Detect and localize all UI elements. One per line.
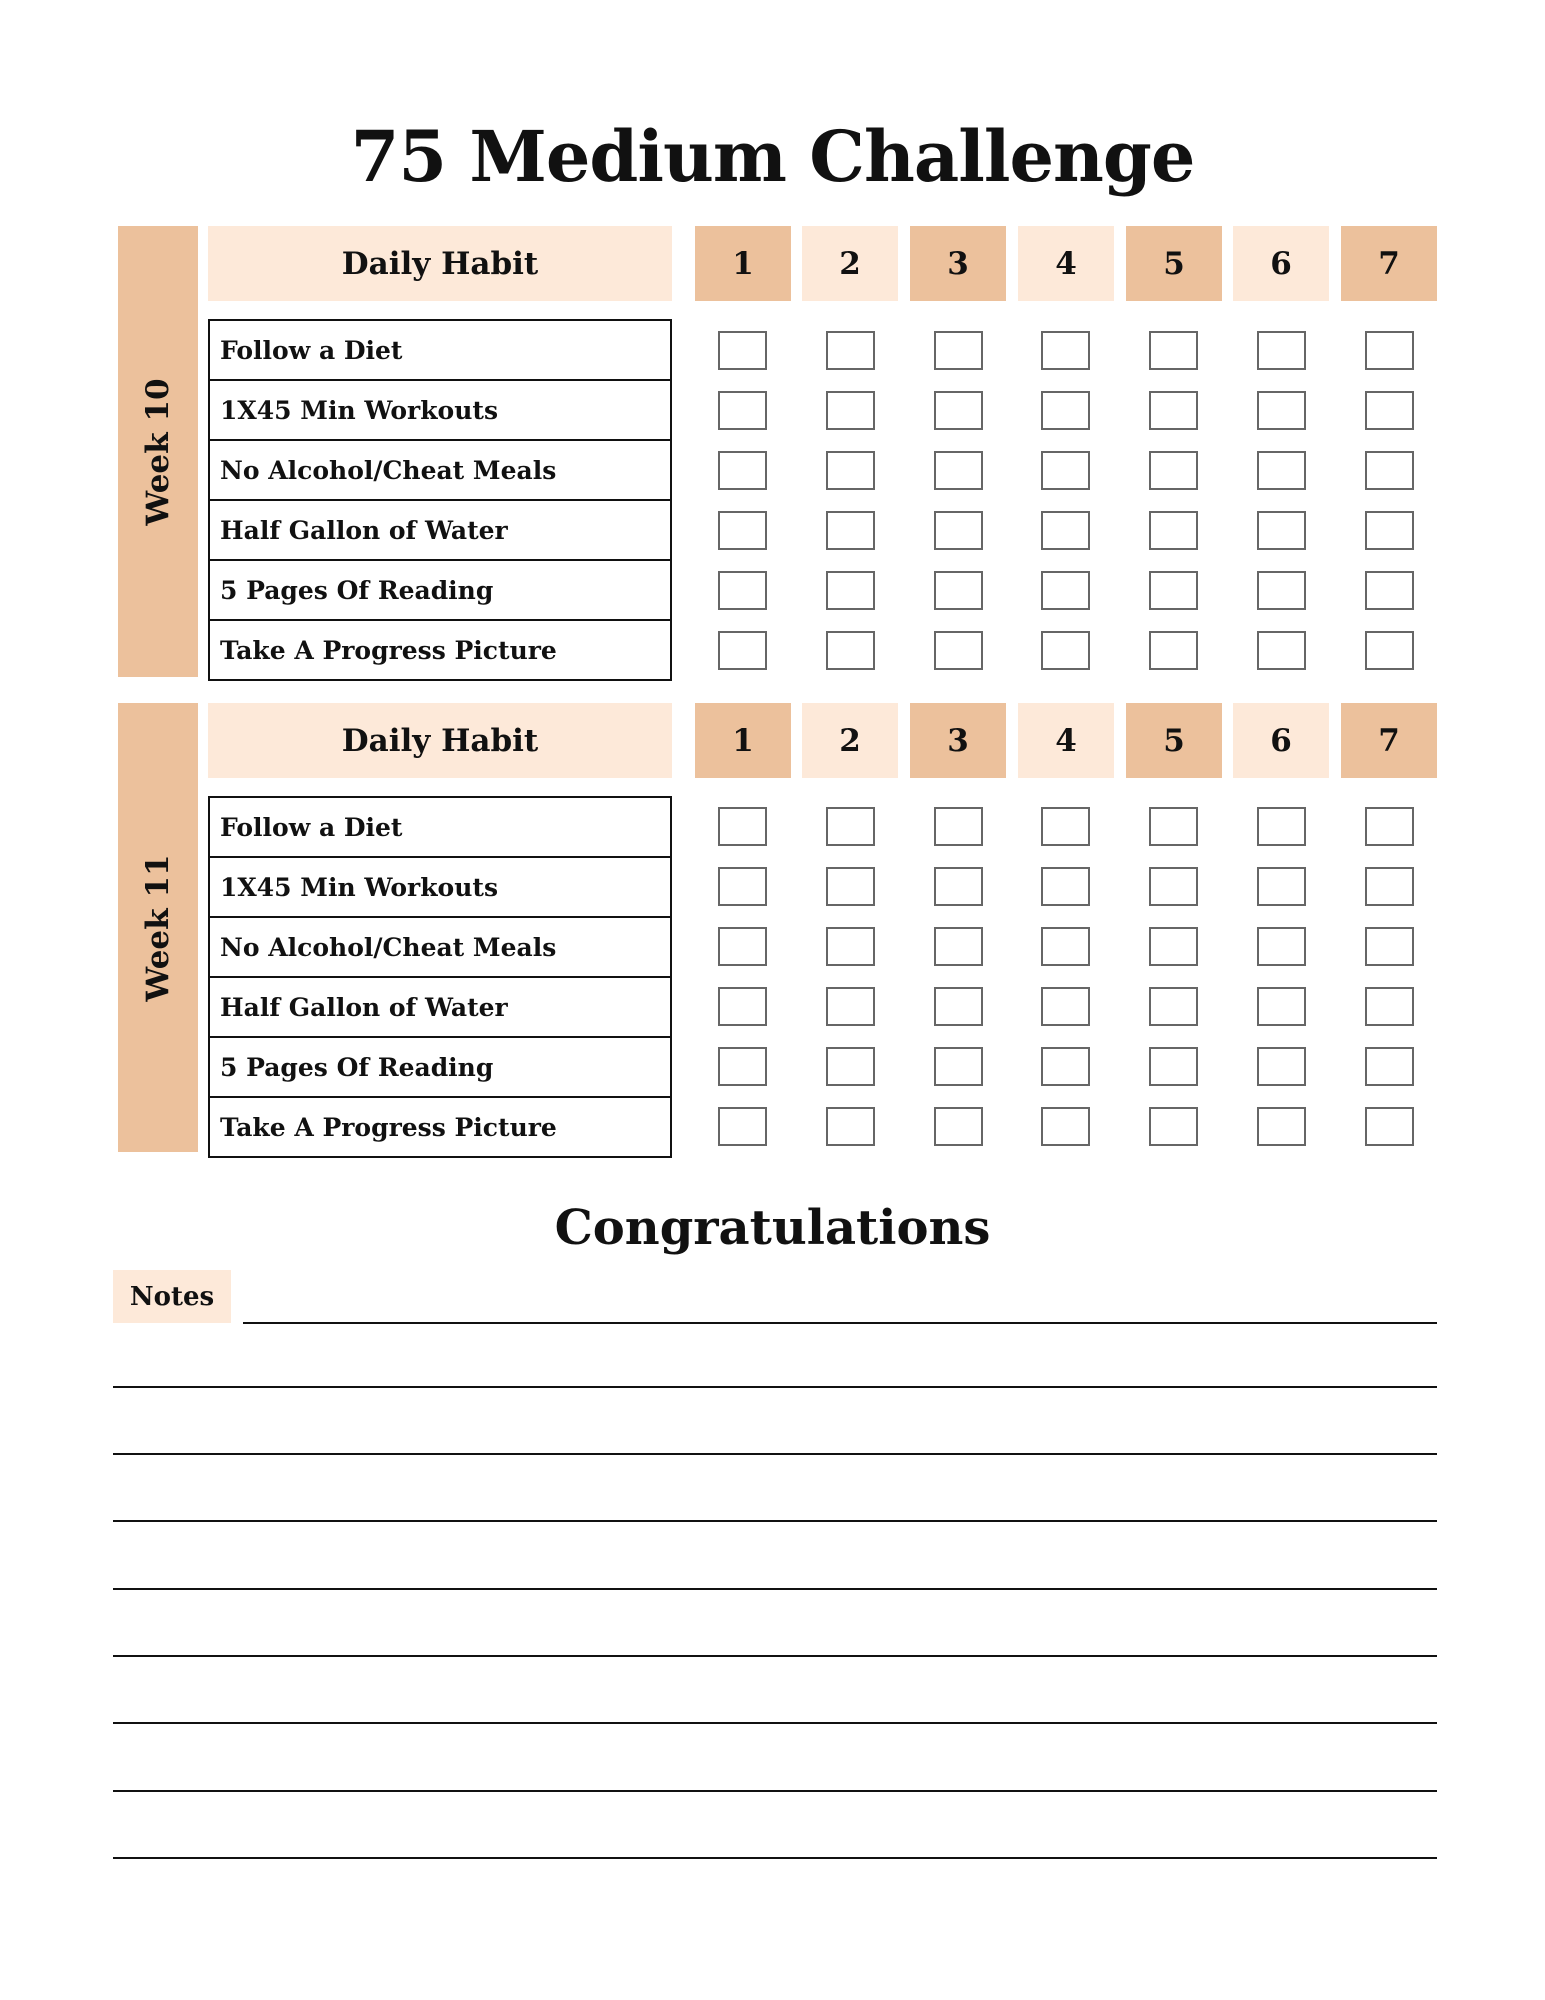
checkbox-w10-r1-d2[interactable] [826, 331, 875, 370]
checkbox-w10-r2-d3[interactable] [934, 391, 983, 430]
checkbox-w11-r5-d1[interactable] [718, 1047, 767, 1086]
day-header-5: 5 [1126, 703, 1222, 778]
checkbox-w10-r6-d6[interactable] [1257, 631, 1306, 670]
day-header-5: 5 [1126, 226, 1222, 301]
habit-row: 1X45 Min Workouts [210, 856, 670, 916]
checkbox-w10-r2-d7[interactable] [1365, 391, 1414, 430]
checkbox-w10-r2-d5[interactable] [1149, 391, 1198, 430]
checkbox-w10-r6-d4[interactable] [1041, 631, 1090, 670]
day-header-1: 1 [695, 226, 791, 301]
checkbox-w11-r6-d5[interactable] [1149, 1107, 1198, 1146]
checkbox-w10-r1-d1[interactable] [718, 331, 767, 370]
checkbox-w11-r4-d3[interactable] [934, 987, 983, 1026]
daily-habit-header: Daily Habit [208, 226, 672, 301]
day-header-2: 2 [802, 226, 898, 301]
checkbox-w11-r4-d1[interactable] [718, 987, 767, 1026]
checkbox-w11-r3-d5[interactable] [1149, 927, 1198, 966]
checkbox-w11-r1-d7[interactable] [1365, 807, 1414, 846]
note-line[interactable] [113, 1857, 1437, 1859]
checkbox-w10-r3-d5[interactable] [1149, 451, 1198, 490]
checkbox-w10-r3-d3[interactable] [934, 451, 983, 490]
checkbox-w10-r6-d1[interactable] [718, 631, 767, 670]
checkbox-w10-r6-d5[interactable] [1149, 631, 1198, 670]
week-label: Week 11 [140, 853, 176, 1002]
day-header-2: 2 [802, 703, 898, 778]
checkbox-w10-r4-d4[interactable] [1041, 511, 1090, 550]
checkbox-w11-r4-d2[interactable] [826, 987, 875, 1026]
habit-row: Take A Progress Picture [210, 619, 670, 679]
daily-habit-header: Daily Habit [208, 703, 672, 778]
checkbox-w11-r6-d1[interactable] [718, 1107, 767, 1146]
checkbox-w11-r6-d7[interactable] [1365, 1107, 1414, 1146]
checkbox-w10-r4-d2[interactable] [826, 511, 875, 550]
day-header-7: 7 [1341, 703, 1437, 778]
checkbox-w10-r6-d7[interactable] [1365, 631, 1414, 670]
day-header-7: 7 [1341, 226, 1437, 301]
checkbox-w10-r3-d2[interactable] [826, 451, 875, 490]
checkbox-w10-r3-d4[interactable] [1041, 451, 1090, 490]
checkbox-w11-r3-d6[interactable] [1257, 927, 1306, 966]
habit-row: Take A Progress Picture [210, 1096, 670, 1156]
checkbox-w11-r5-d4[interactable] [1041, 1047, 1090, 1086]
day-header-6: 6 [1233, 703, 1329, 778]
checkbox-w11-r1-d5[interactable] [1149, 807, 1198, 846]
habit-row: Follow a Diet [220, 335, 403, 365]
note-line[interactable] [113, 1722, 1437, 1724]
checkbox-w11-r5-d5[interactable] [1149, 1047, 1198, 1086]
checkbox-w11-r2-d3[interactable] [934, 867, 983, 906]
habit-row: Follow a Diet [220, 812, 403, 842]
checkbox-w11-r1-d1[interactable] [718, 807, 767, 846]
checkbox-w10-r1-d6[interactable] [1257, 331, 1306, 370]
day-header-3: 3 [910, 226, 1006, 301]
checkbox-w10-r6-d2[interactable] [826, 631, 875, 670]
checkbox-w11-r4-d7[interactable] [1365, 987, 1414, 1026]
page-title: 75 Medium Challenge [350, 115, 1195, 198]
week-label: Week 10 [140, 377, 176, 526]
checkbox-w11-r3-d1[interactable] [718, 927, 767, 966]
checkbox-w11-r1-d4[interactable] [1041, 807, 1090, 846]
checkbox-w10-r5-d5[interactable] [1149, 571, 1198, 610]
checkbox-w11-r1-d3[interactable] [934, 807, 983, 846]
checkbox-w10-r3-d7[interactable] [1365, 451, 1414, 490]
checkbox-w10-r2-d4[interactable] [1041, 391, 1090, 430]
habit-row: No Alcohol/Cheat Meals [210, 916, 670, 976]
checkbox-w10-r5-d3[interactable] [934, 571, 983, 610]
notes-label: Notes [113, 1270, 231, 1323]
checkbox-w11-r6-d2[interactable] [826, 1107, 875, 1146]
checkbox-w11-r6-d6[interactable] [1257, 1107, 1306, 1146]
checkbox-w10-r3-d6[interactable] [1257, 451, 1306, 490]
checkbox-w10-r4-d6[interactable] [1257, 511, 1306, 550]
checkbox-w10-r2-d6[interactable] [1257, 391, 1306, 430]
habit-row: No Alcohol/Cheat Meals [210, 439, 670, 499]
note-line[interactable] [243, 1322, 1437, 1324]
checkbox-w10-r1-d4[interactable] [1041, 331, 1090, 370]
checkbox-w11-r4-d6[interactable] [1257, 987, 1306, 1026]
checkbox-w10-r4-d7[interactable] [1365, 511, 1414, 550]
checkbox-w10-r1-d5[interactable] [1149, 331, 1198, 370]
checkbox-w11-r6-d4[interactable] [1041, 1107, 1090, 1146]
day-header-4: 4 [1018, 226, 1114, 301]
checkbox-w10-r2-d1[interactable] [718, 391, 767, 430]
day-header-3: 3 [910, 703, 1006, 778]
checkbox-w11-r6-d3[interactable] [934, 1107, 983, 1146]
checkbox-w10-r2-d2[interactable] [826, 391, 875, 430]
checkbox-w11-r3-d4[interactable] [1041, 927, 1090, 966]
checkbox-w11-r5-d3[interactable] [934, 1047, 983, 1086]
checkbox-w11-r4-d4[interactable] [1041, 987, 1090, 1026]
checkbox-w10-r5-d6[interactable] [1257, 571, 1306, 610]
checkbox-w10-r4-d1[interactable] [718, 511, 767, 550]
day-header-4: 4 [1018, 703, 1114, 778]
checkbox-w10-r6-d3[interactable] [934, 631, 983, 670]
note-line[interactable] [113, 1655, 1437, 1657]
day-header-6: 6 [1233, 226, 1329, 301]
checkbox-w10-r5-d1[interactable] [718, 571, 767, 610]
checkbox-w11-r3-d2[interactable] [826, 927, 875, 966]
habit-row: 5 Pages Of Reading [210, 1036, 670, 1096]
checkbox-w10-r1-d7[interactable] [1365, 331, 1414, 370]
checkbox-w10-r5-d2[interactable] [826, 571, 875, 610]
note-line[interactable] [113, 1790, 1437, 1792]
checkbox-w11-r5-d2[interactable] [826, 1047, 875, 1086]
checkbox-w11-r3-d3[interactable] [934, 927, 983, 966]
week-label-bar [118, 703, 198, 1152]
checkbox-w11-r4-d5[interactable] [1149, 987, 1198, 1026]
checkbox-w10-r1-d3[interactable] [934, 331, 983, 370]
habit-row: 1X45 Min Workouts [210, 379, 670, 439]
note-line[interactable] [113, 1386, 1437, 1388]
habit-list [208, 319, 672, 681]
checkbox-w10-r4-d3[interactable] [934, 511, 983, 550]
note-line[interactable] [113, 1588, 1437, 1590]
checkbox-w10-r4-d5[interactable] [1149, 511, 1198, 550]
week-label-bar [118, 226, 198, 677]
checkbox-w11-r2-d5[interactable] [1149, 867, 1198, 906]
checkbox-w11-r1-d2[interactable] [826, 807, 875, 846]
checkbox-w11-r2-d2[interactable] [826, 867, 875, 906]
habit-row: Half Gallon of Water [210, 499, 670, 559]
congratulations-heading: Congratulations [554, 1200, 991, 1256]
checkbox-w10-r5-d7[interactable] [1365, 571, 1414, 610]
checkbox-w11-r2-d4[interactable] [1041, 867, 1090, 906]
habit-row: 5 Pages Of Reading [210, 559, 670, 619]
checkbox-w11-r5-d7[interactable] [1365, 1047, 1414, 1086]
checkbox-w10-r5-d4[interactable] [1041, 571, 1090, 610]
note-line[interactable] [113, 1453, 1437, 1455]
checkbox-w10-r3-d1[interactable] [718, 451, 767, 490]
checkbox-w11-r5-d6[interactable] [1257, 1047, 1306, 1086]
day-header-1: 1 [695, 703, 791, 778]
checkbox-w11-r2-d7[interactable] [1365, 867, 1414, 906]
note-line[interactable] [113, 1520, 1437, 1522]
checkbox-w11-r2-d1[interactable] [718, 867, 767, 906]
habit-row: Half Gallon of Water [210, 976, 670, 1036]
checkbox-w11-r2-d6[interactable] [1257, 867, 1306, 906]
checkbox-w11-r1-d6[interactable] [1257, 807, 1306, 846]
habit-list [208, 796, 672, 1158]
checkbox-w11-r3-d7[interactable] [1365, 927, 1414, 966]
